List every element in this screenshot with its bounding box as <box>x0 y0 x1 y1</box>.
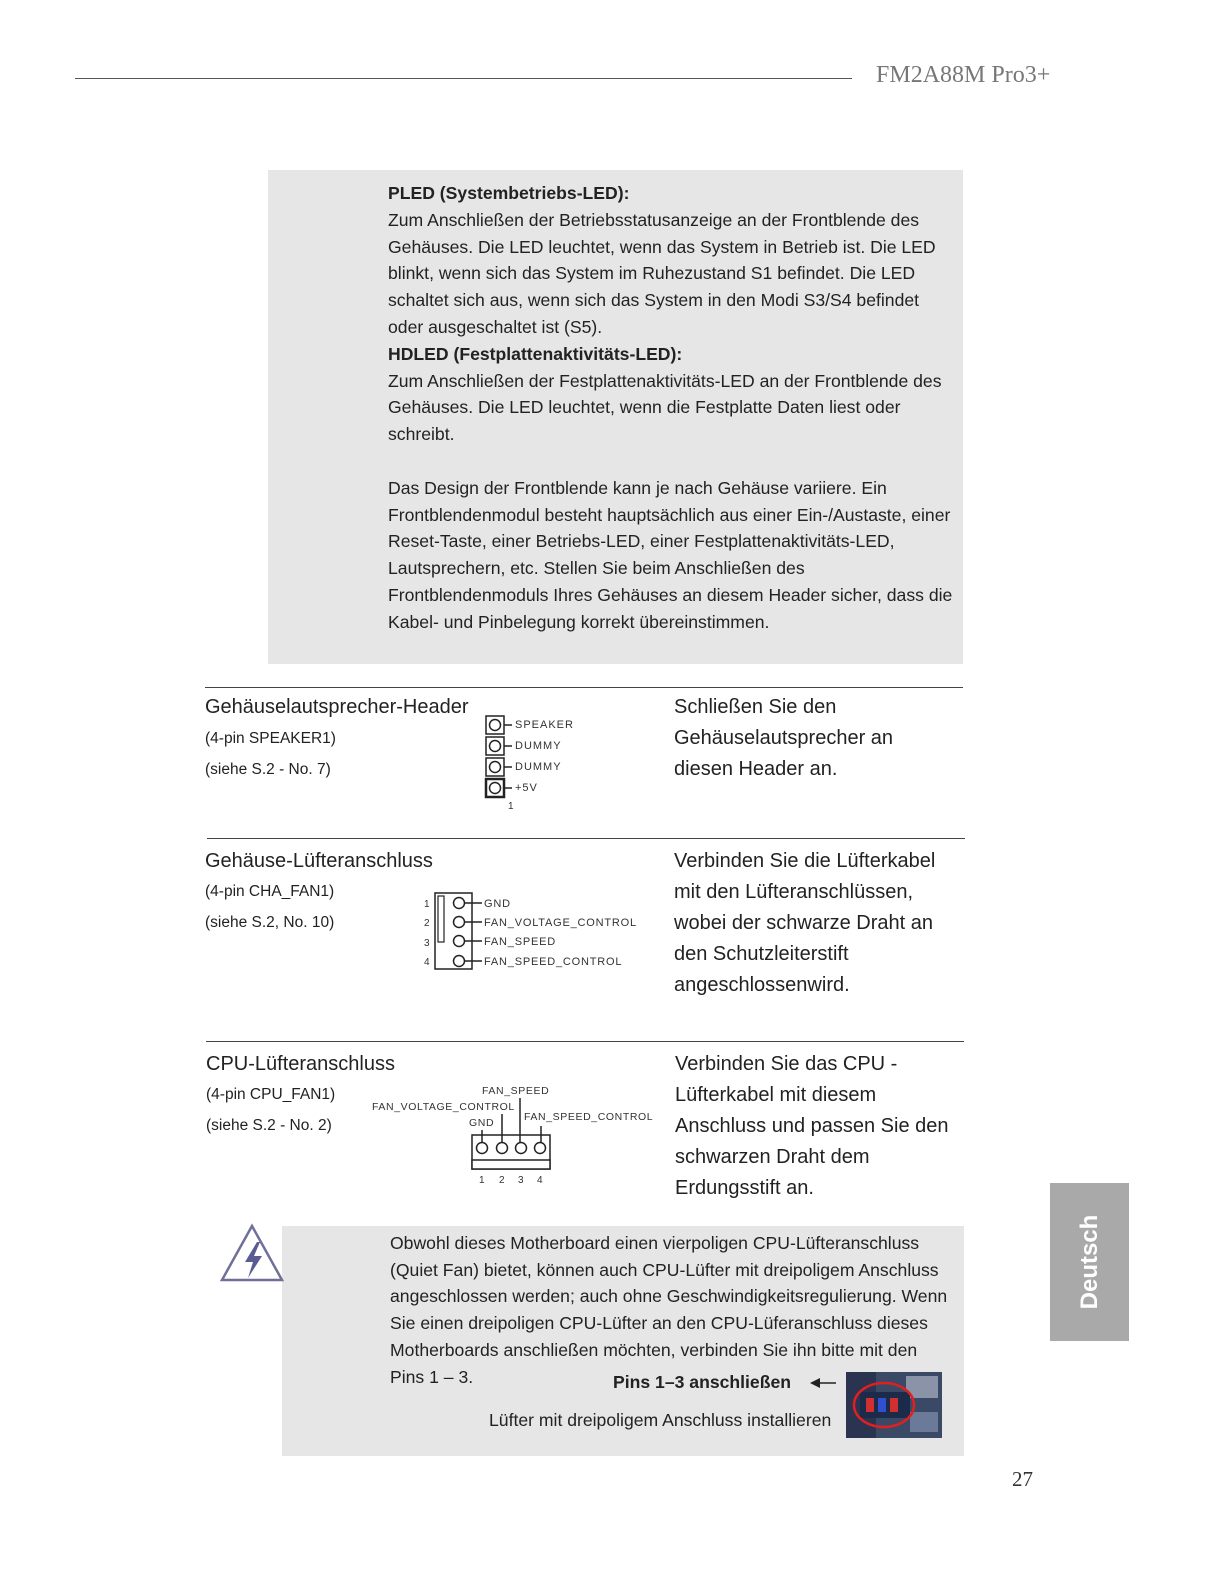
cpufan-desc-line: Verbinden Sie das CPU - <box>675 1053 898 1075</box>
chafan-pin-number: 4 <box>424 957 430 968</box>
design-line: Reset-Taste, einer Betriebs-LED, einer Festplattenaktivitäts-LED, <box>388 531 895 552</box>
pled-line: schaltet sich aus, wenn sich das System in den Modi S3/S4 befindet <box>388 290 920 311</box>
note-line: (Quiet Fan) bietet, können auch CPU-Lüfter mit dreipoligem Anschluss <box>390 1259 939 1280</box>
pled-heading: PLED (Systembetriebs-LED): <box>388 183 630 203</box>
hdled-heading: HDLED (Festplattenaktivitäts-LED): <box>388 343 683 364</box>
cpufan-label-fan-voltage-control: FAN_VOLTAGE_CONTROL <box>372 1101 515 1113</box>
cpufan-label-fan-speed-control: FAN_SPEED_CONTROL <box>524 1111 654 1123</box>
page-number: 27 <box>1012 1467 1033 1491</box>
chafan-desc-line: mit den Lüfteranschlüssen, <box>674 881 914 903</box>
design-line: Kabel- und Pinbelegung korrekt übereinstimmen. <box>388 611 770 632</box>
fan-connector-photo <box>846 1372 942 1438</box>
speaker-pin-label: SPEAKER <box>515 719 574 731</box>
chafan-pin-label: FAN_SPEED_CONTROL <box>484 956 623 968</box>
chafan-pin-label: GND <box>484 898 511 910</box>
speaker-pin-label: DUMMY <box>515 761 562 773</box>
chafan-title: Gehäuse-Lüfteranschluss <box>205 850 433 872</box>
speaker-pin-label: +5V <box>515 782 538 794</box>
cpufan-pin <box>497 1143 508 1154</box>
speaker-title: Gehäuselautsprecher-Header <box>205 696 469 718</box>
hdled-line: Gehäuses. Die LED leuchtet, wenn die Festplatte Daten liest oder <box>388 397 901 418</box>
arrow-left-icon <box>808 1376 838 1390</box>
note-line: angeschlossen werden; auch ohne Geschwindigkeitsregulierung. Wenn <box>390 1286 948 1307</box>
chafan-pin-label: FAN_SPEED <box>484 936 557 948</box>
cpufan-pin-number: 3 <box>518 1175 524 1186</box>
language-tab-label: Deutsch <box>1075 1214 1103 1310</box>
cpufan-pin <box>535 1143 546 1154</box>
hdled-line: Zum Anschließen der Festplattenaktivitäts-LED an der Frontblende des <box>388 370 942 391</box>
cpufan-title: CPU-Lüfteranschluss <box>206 1053 395 1075</box>
header-rule <box>75 78 852 79</box>
speaker-pin-box <box>486 758 504 776</box>
chafan-pin-diagram <box>418 888 638 972</box>
speaker-pin <box>490 720 501 731</box>
pled-line: Zum Anschließen der Betriebsstatusanzeige an der Frontblende des <box>388 209 920 230</box>
chafan-sub-ref: (siehe S.2, No. 10) <box>205 914 335 931</box>
hdled-line: schreibt. <box>388 424 455 445</box>
note-line: Pins 1 – 3. <box>390 1366 474 1387</box>
design-line: Lautsprechern, etc. Stellen Sie beim Anschließen des <box>388 558 805 579</box>
cpufan-sub-pin: (4-pin CPU_FAN1) <box>206 1086 336 1103</box>
warning-icon <box>218 1222 286 1286</box>
speaker-sub-pin: (4-pin SPEAKER1) <box>205 730 336 747</box>
pins-connect-label: Pins 1–3 anschließen <box>613 1372 791 1392</box>
speaker-pin-label: DUMMY <box>515 740 562 752</box>
speaker-pin-box <box>486 779 504 797</box>
speaker-pin <box>490 783 501 794</box>
front-panel-info-text <box>388 180 963 636</box>
chafan-desc-line: Verbinden Sie die Lüfterkabel <box>674 850 936 872</box>
speaker-pin <box>490 762 501 773</box>
speaker-desc-line: Schließen Sie den <box>674 696 837 718</box>
cpufan-desc-line: schwarzen Draht dem <box>675 1146 870 1168</box>
chafan-sub-pin: (4-pin CHA_FAN1) <box>205 883 335 900</box>
chafan-pin-number: 3 <box>424 938 430 949</box>
cpufan-description <box>675 1049 949 1204</box>
chafan-pin <box>454 898 465 909</box>
chafan-description <box>674 846 935 1001</box>
speaker-pin <box>490 741 501 752</box>
language-tab <box>1050 1183 1129 1341</box>
speaker-description <box>674 692 893 785</box>
note-line: Motherboards anschließen möchten, verbinden Sie ihn bitte mit den <box>390 1339 918 1360</box>
cpufan-desc-line: Lüfterkabel mit diesem <box>675 1084 877 1106</box>
cpufan-desc-line: Anschluss und passen Sie den <box>675 1115 949 1137</box>
speaker-pin-box <box>486 737 504 755</box>
cpu-fan-note-text <box>390 1230 960 1390</box>
cpufan-desc-line: Erdungsstift an. <box>675 1177 814 1199</box>
speaker-pin-one: 1 <box>508 801 515 812</box>
cpufan-sub-ref: (siehe S.2 - No. 2) <box>206 1117 332 1134</box>
chafan-pin <box>454 917 465 928</box>
pled-line: Gehäuses. Die LED leuchtet, wenn das System in Betrieb ist. Die LED <box>388 236 936 257</box>
chafan-desc-line: den Schutzleiterstift <box>674 943 849 965</box>
design-line: Das Design der Frontblende kann je nach Gehäuse variiere. Ein <box>388 477 887 498</box>
design-line: Frontblendenmodul besteht hauptsächlich aus einer Ein-/Austaste, einer <box>388 504 951 525</box>
cpufan-pin-number: 2 <box>499 1175 505 1186</box>
speaker-sub-ref: (siehe S.2 - No. 7) <box>205 761 331 778</box>
speaker-desc-line: diesen Header an. <box>674 758 838 780</box>
chafan-pin <box>454 956 465 967</box>
section-divider <box>205 687 963 688</box>
note-line: Sie einen dreipoligen CPU-Lüfter an den CPU-Lüferanschluss dieses <box>390 1313 928 1334</box>
chafan-pin <box>454 936 465 947</box>
cpufan-pin <box>516 1143 527 1154</box>
chafan-desc-line: wobei der schwarze Draht an <box>674 912 934 934</box>
cpufan-pin-diagram <box>368 1080 658 1190</box>
chafan-desc-line: angeschlossenwird. <box>674 974 850 996</box>
chafan-pin-number: 2 <box>424 918 430 929</box>
pled-line: blinkt, wenn sich das System im Ruhezustand S1 befindet. Die LED <box>388 263 916 284</box>
design-line: Frontblendenmoduls Ihres Gehäuses an diesem Header sicher, dass die <box>388 584 953 605</box>
chafan-pin-number: 1 <box>424 899 430 910</box>
speaker-desc-line: Gehäuselautsprecher an <box>674 727 894 749</box>
speaker-pin-box <box>486 716 504 734</box>
cpufan-label-fan-speed: FAN_SPEED <box>482 1085 550 1097</box>
cpufan-pin-number: 1 <box>479 1175 485 1186</box>
cpufan-pin <box>477 1143 488 1154</box>
install-fan-label: Lüfter mit dreipoligem Anschluss installieren <box>489 1410 832 1430</box>
section-divider <box>206 1041 964 1042</box>
chafan-pin-label: FAN_VOLTAGE_CONTROL <box>484 917 637 929</box>
speaker-pin-diagram <box>478 710 588 816</box>
cpufan-label-gnd: GND <box>469 1117 495 1129</box>
model-name: FM2A88M Pro3+ <box>876 62 1051 88</box>
note-line: Obwohl dieses Motherboard einen vierpoligen CPU-Lüfteranschluss <box>390 1233 920 1253</box>
cpufan-pin-number: 4 <box>537 1175 543 1186</box>
pled-line: oder ausgeschaltet ist (S5). <box>388 316 603 337</box>
section-divider <box>207 838 965 839</box>
